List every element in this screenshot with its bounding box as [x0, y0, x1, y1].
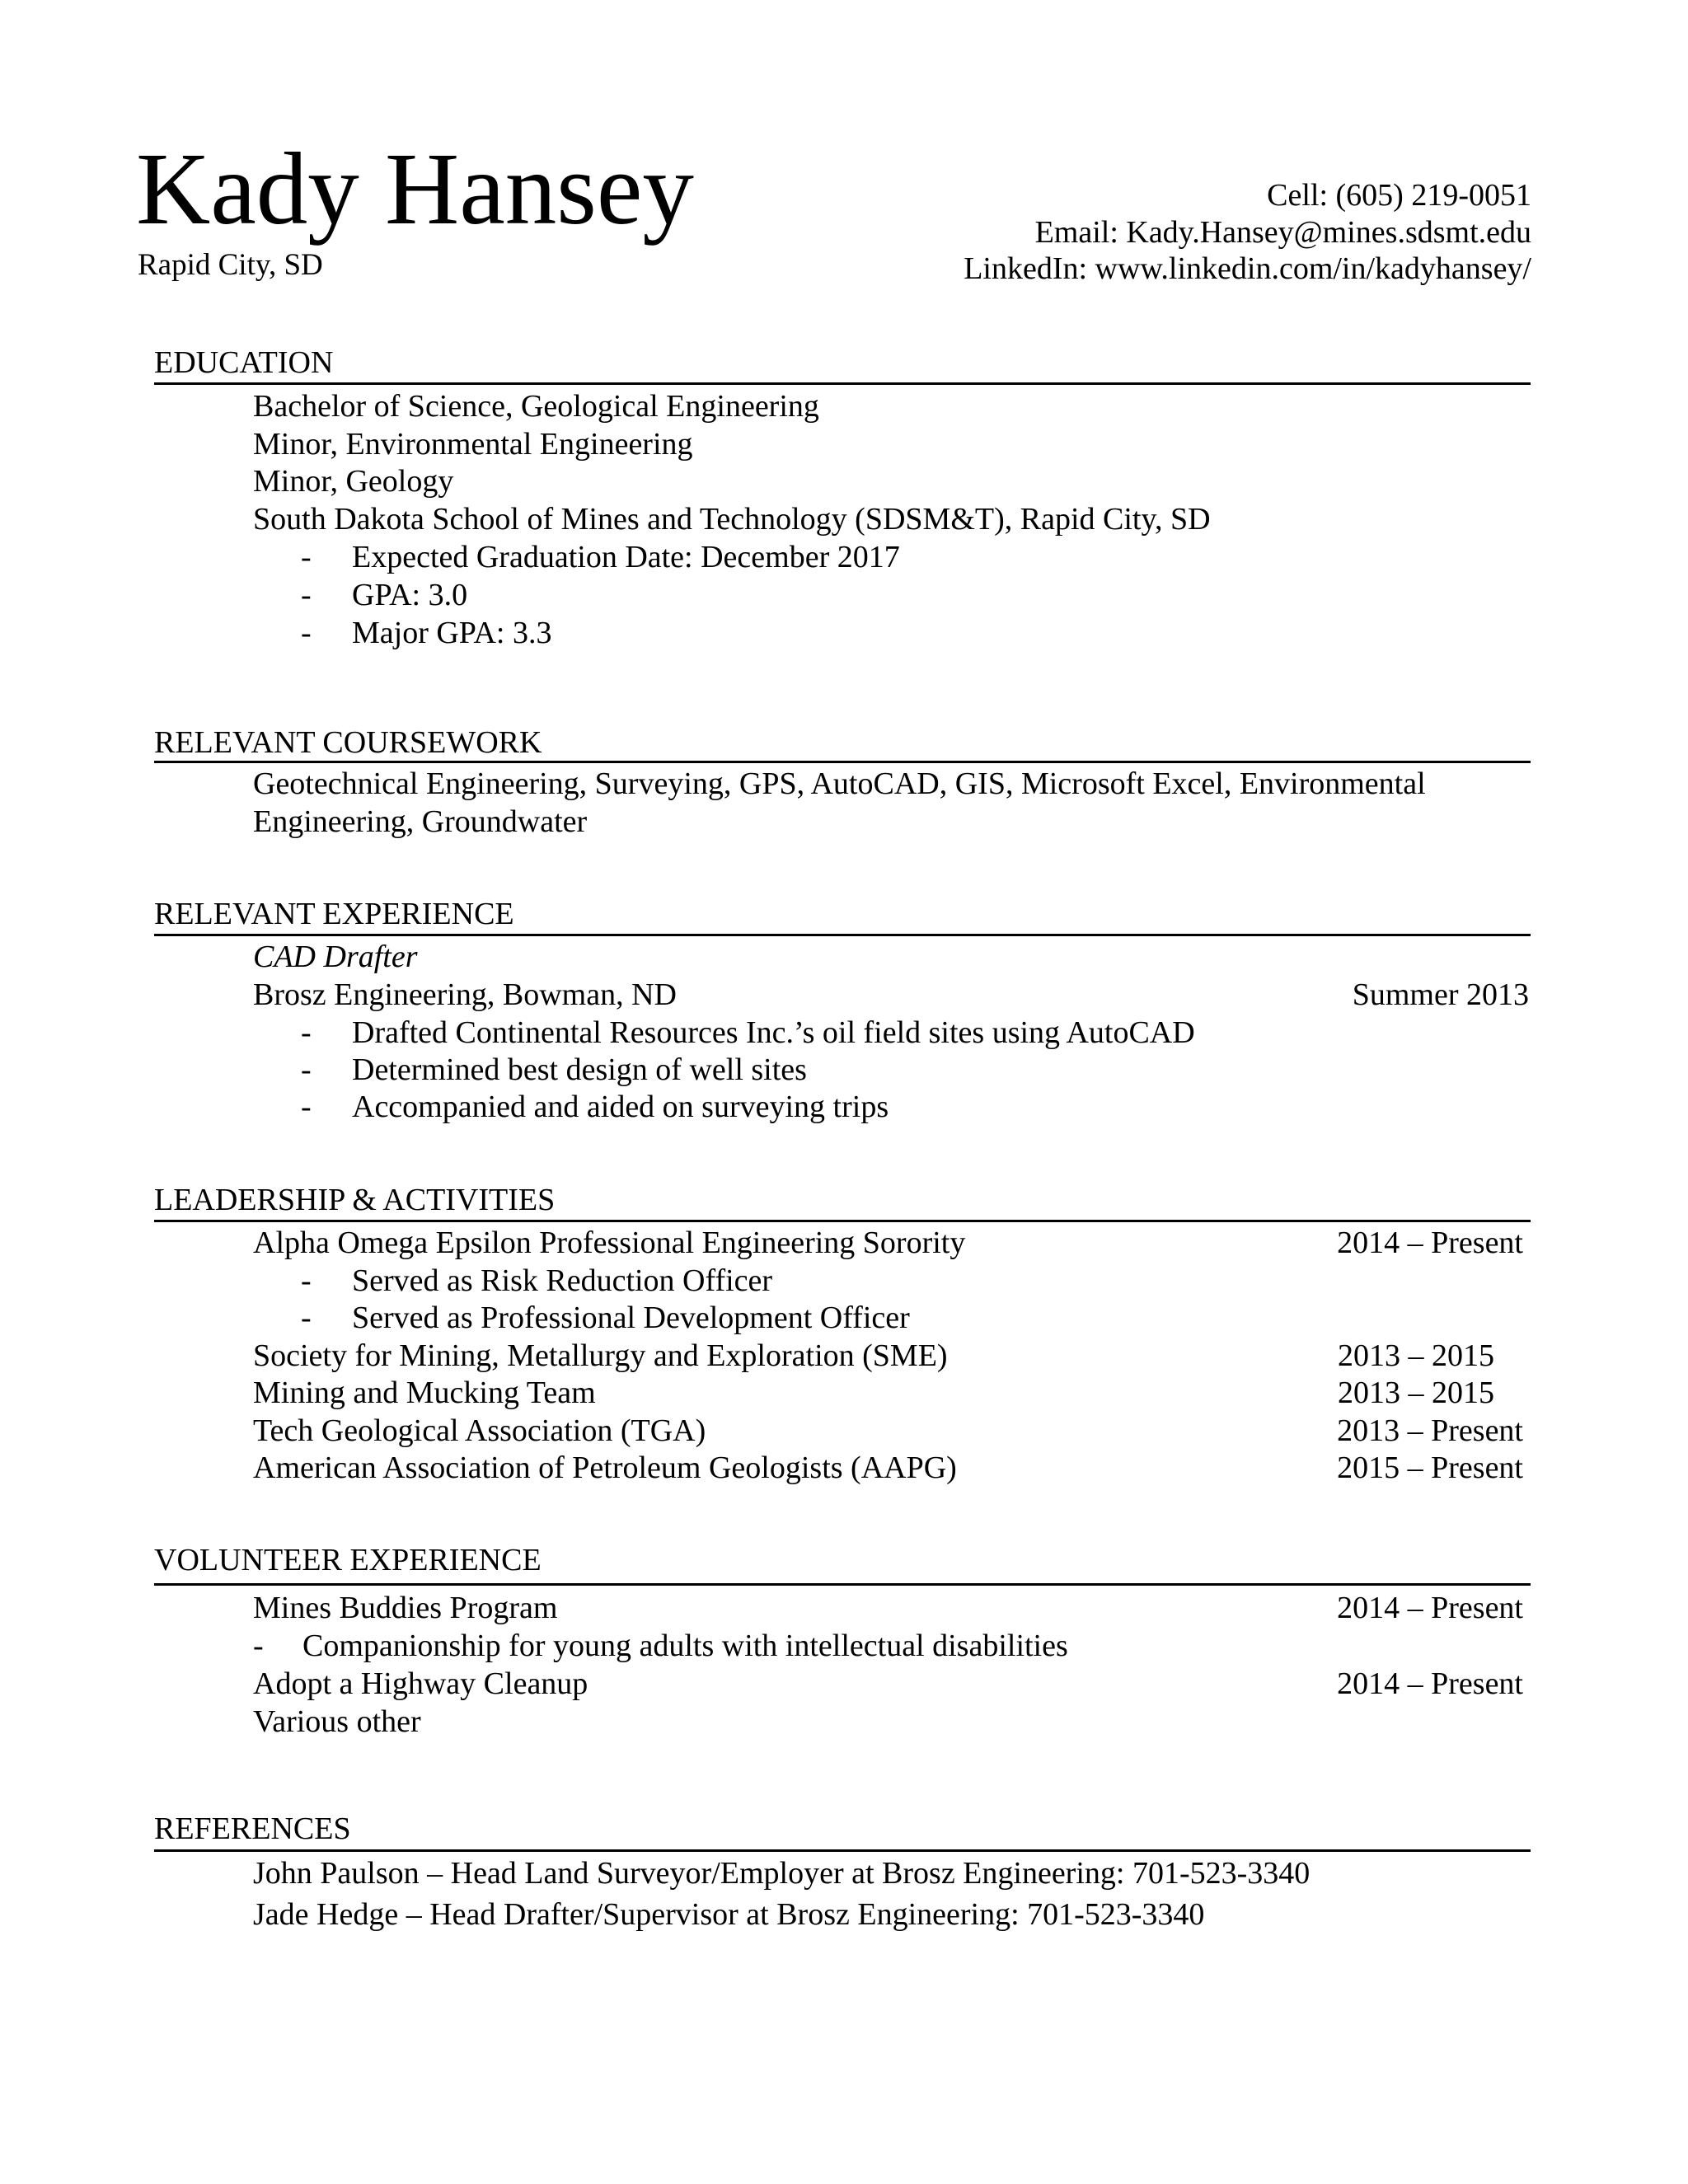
minor-line: Minor, Environmental Engineering: [253, 427, 693, 462]
section-title-leadership: LEADERSHIP & ACTIVITIES: [154, 1183, 556, 1217]
job-date: Summer 2013: [1352, 977, 1529, 1012]
resume-name: Kady Hansey: [136, 133, 694, 246]
bullet-marker: -: [301, 1301, 312, 1335]
degree-line: Bachelor of Science, Geological Engineering: [253, 389, 819, 424]
location: Rapid City, SD: [138, 248, 323, 282]
bullet-text: Companionship for young adults with intellectual disabilities: [302, 1629, 1068, 1663]
activity-date: 2015 – Present: [1337, 1451, 1523, 1485]
volunteer-date: 2014 – Present: [1337, 1591, 1523, 1625]
cell-phone: Cell: (605) 219-0051: [1267, 178, 1531, 213]
bullet-marker: -: [301, 616, 312, 650]
volunteer-name: Mines Buddies Program: [253, 1591, 558, 1625]
bullet-text: Accompanied and aided on surveying trips: [352, 1090, 889, 1124]
bullet-text: Determined best design of well sites: [352, 1052, 807, 1087]
section-divider: [154, 1849, 1531, 1852]
bullet-text: Served as Professional Development Officer: [352, 1301, 910, 1335]
section-divider: [154, 382, 1531, 385]
bullet-text: Served as Risk Reduction Officer: [352, 1263, 773, 1298]
section-title-references: REFERENCES: [154, 1811, 351, 1846]
school-line: South Dakota School of Mines and Technology (SDSM&T), Rapid City, SD: [253, 502, 1211, 537]
volunteer-name: Various other: [253, 1704, 421, 1739]
section-title-coursework: RELEVANT COURSEWORK: [154, 725, 542, 760]
bullet-text: Major GPA: 3.3: [352, 616, 552, 650]
coursework-line: Geotechnical Engineering, Surveying, GPS, AutoCAD, GIS, Microsoft Excel, Environmental: [253, 766, 1426, 801]
bullet-marker: -: [301, 1090, 312, 1124]
bullet-text: GPA: 3.0: [352, 578, 468, 612]
activity-date: 2013 – 2015: [1338, 1376, 1494, 1410]
activity-name: Society for Mining, Metallurgy and Exploration (SME): [253, 1338, 948, 1373]
bullet-marker: -: [301, 1052, 312, 1087]
activity-date: 2014 – Present: [1337, 1226, 1523, 1260]
section-divider: [154, 1220, 1531, 1222]
bullet-marker: -: [301, 578, 312, 612]
bullet-marker: -: [301, 540, 312, 574]
coursework-line: Engineering, Groundwater: [253, 804, 588, 839]
section-divider: [154, 1583, 1531, 1586]
activity-name: Tech Geological Association (TGA): [253, 1413, 706, 1448]
section-divider: [154, 934, 1531, 936]
section-title-experience: RELEVANT EXPERIENCE: [154, 897, 514, 931]
activity-name: Alpha Omega Epsilon Professional Engineering Sorority: [253, 1226, 966, 1260]
activity-name: Mining and Mucking Team: [253, 1376, 596, 1410]
email-address: Email: Kady.Hansey@mines.sdsmt.edu: [1034, 215, 1531, 250]
activity-date: 2013 – Present: [1337, 1413, 1523, 1448]
section-title-education: EDUCATION: [154, 345, 334, 380]
bullet-marker: -: [301, 1263, 312, 1298]
activity-name: American Association of Petroleum Geologists (AAPG): [253, 1451, 957, 1485]
linkedin-url: LinkedIn: www.linkedin.com/in/kadyhansey/: [964, 251, 1531, 286]
volunteer-date: 2014 – Present: [1337, 1666, 1523, 1701]
volunteer-name: Adopt a Highway Cleanup: [253, 1666, 588, 1701]
bullet-text: Drafted Continental Resources Inc.’s oil field sites using AutoCAD: [352, 1015, 1195, 1050]
section-divider: [154, 761, 1531, 763]
reference-line: John Paulson – Head Land Surveyor/Employer at Brosz Engineering: 701-523-3340: [253, 1856, 1311, 1891]
minor-line: Minor, Geology: [253, 464, 454, 499]
section-title-volunteer: VOLUNTEER EXPERIENCE: [154, 1543, 542, 1577]
job-role: CAD Drafter: [253, 940, 418, 974]
job-employer: Brosz Engineering, Bowman, ND: [253, 977, 677, 1012]
bullet-marker: -: [301, 1015, 312, 1050]
activity-date: 2013 – 2015: [1338, 1338, 1494, 1373]
reference-line: Jade Hedge – Head Drafter/Supervisor at Brosz Engineering: 701-523-3340: [253, 1897, 1205, 1932]
bullet-text: Expected Graduation Date: December 2017: [352, 540, 900, 574]
bullet-marker: -: [253, 1629, 264, 1663]
